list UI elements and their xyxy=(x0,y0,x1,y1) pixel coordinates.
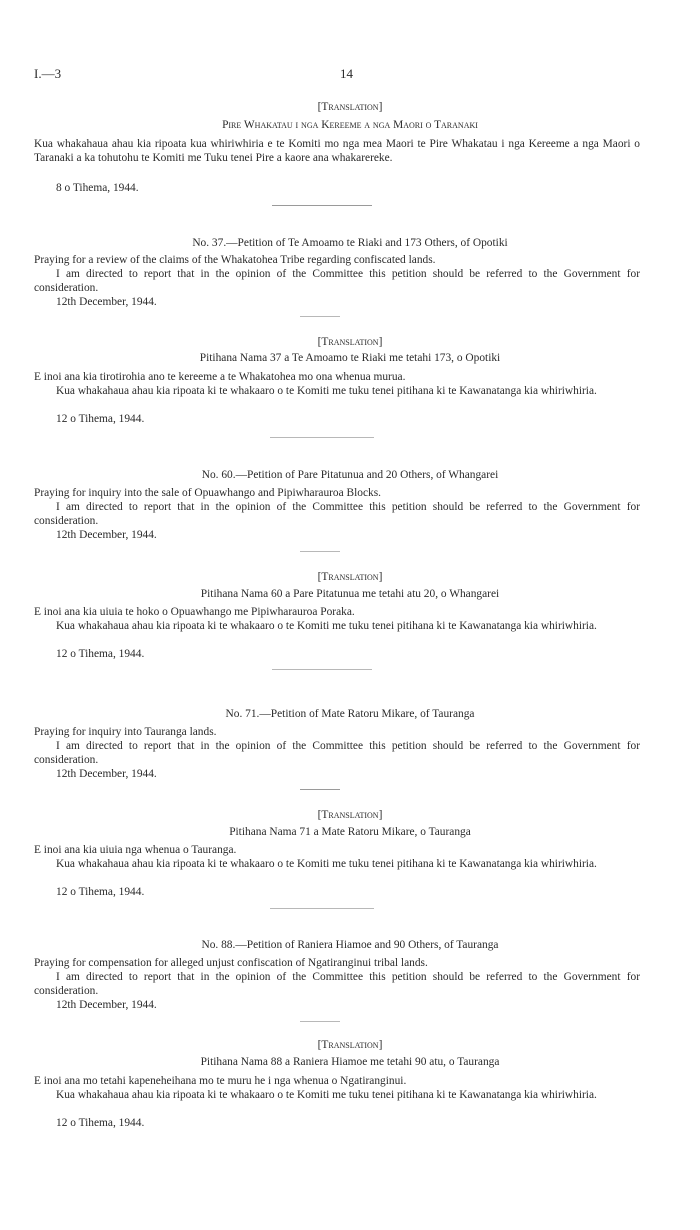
section-divider xyxy=(300,316,340,317)
petition-prayer: E inoi ana kia uiuia nga whenua o Tauranga. xyxy=(34,844,237,856)
petition-prayer: E inoi ana kia uiuia te hoko o Opuawhango me Pipiwharauroa Poraka. xyxy=(34,606,355,618)
translation-label: [Translation] xyxy=(317,101,383,113)
section-divider xyxy=(272,205,372,206)
section-heading: Pitihana Nama 88 a Raniera Hiamoe me tetahi 90 atu, o Tauranga xyxy=(200,1056,500,1068)
petition-prayer: E inoi ana mo tetahi kapeneheihana mo te muru he i nga whenua o Ngatiranginui. xyxy=(34,1075,407,1087)
section-heading: Pitihana Nama 60 a Pare Pitatunua me tetahi atu 20, o Whangarei xyxy=(200,588,500,600)
report-paragraph: Kua whakahaua ahau kia ripoata ki te whakaaro o te Komiti me tuku tenei pitihana ki te Kawanatanga kia whiriwhiria. xyxy=(56,620,597,632)
report-date: 12th December, 1944. xyxy=(56,768,157,780)
report-paragraph: I am directed to report that in the opinion of the Committee this petition should be referred to the Government for consideration. xyxy=(34,268,640,294)
translation-label: [Translation] xyxy=(317,809,383,821)
report-paragraph: Kua whakahaua ahau kia ripoata ki te whakaaro o te Komiti me tuku tenei pitihana ki te Kawanatanga kia whiriwhiria. xyxy=(56,1089,597,1101)
section-divider xyxy=(270,908,374,909)
report-date: 8 o Tihema, 1944. xyxy=(56,182,139,194)
report-date: 12 o Tihema, 1944. xyxy=(56,1117,145,1129)
report-date: 12th December, 1944. xyxy=(56,999,157,1011)
petition-prayer: Praying for compensation for alleged unjust confiscation of Ngatiranginui tribal lands. xyxy=(34,957,428,969)
petition-heading: No. 37.—Petition of Te Amoamo te Riaki and 173 Others, of Opotiki xyxy=(192,237,508,249)
page-number: 14 xyxy=(340,66,353,81)
petition-prayer: E inoi ana kia tirotirohia ano te kereeme a te Whakatohea mo ona whenua murua. xyxy=(34,371,406,383)
petition-prayer: Praying for a review of the claims of the Whakatohea Tribe regarding confiscated lands. xyxy=(34,254,436,266)
section-heading: Pitihana Nama 71 a Mate Ratoru Mikare, o Tauranga xyxy=(229,826,471,838)
translation-label: [Translation] xyxy=(317,571,383,583)
report-date: 12 o Tihema, 1944. xyxy=(56,413,145,425)
petition-heading: No. 60.—Petition of Pare Pitatunua and 20 Others, of Whangarei xyxy=(201,469,499,481)
section-divider xyxy=(272,669,372,670)
section-divider xyxy=(300,789,340,790)
report-paragraph: I am directed to report that in the opinion of the Committee this petition should be referred to the Government for consideration. xyxy=(34,740,640,766)
section-heading: Pire Whakatau i nga Kereeme a nga Maori o Taranaki xyxy=(222,119,478,131)
petition-prayer: Praying for inquiry into the sale of Opuawhango and Pipiwharauroa Blocks. xyxy=(34,487,382,499)
document-reference: I.—3 xyxy=(34,66,62,81)
petition-prayer: Praying for inquiry into Tauranga lands. xyxy=(34,726,217,738)
report-paragraph: Kua whakahaua ahau kia ripoata kua whiriwhiria e te Komiti mo nga mea Maori te Pire Whakatau i nga Kereeme a nga Maori o Taranaki a ka tohutohu te Komiti me Tuku tenei Pire a kaore ana whakarereke. xyxy=(34,138,640,164)
report-paragraph: Kua whakahaua ahau kia ripoata ki te whakaaro o te Komiti me tuku tenei pitihana ki te Kawanatanga kia whiriwhiria. xyxy=(56,858,597,870)
translation-label: [Translation] xyxy=(317,1039,383,1051)
report-date: 12 o Tihema, 1944. xyxy=(56,648,145,660)
petition-heading: No. 71.—Petition of Mate Ratoru Mikare, of Tauranga xyxy=(225,708,475,720)
report-date: 12th December, 1944. xyxy=(56,529,157,541)
report-date: 12 o Tihema, 1944. xyxy=(56,886,145,898)
section-divider xyxy=(300,1021,340,1022)
report-paragraph: I am directed to report that in the opinion of the Committee this petition should be referred to the Government for consideration. xyxy=(34,971,640,997)
petition-heading: No. 88.—Petition of Raniera Hiamoe and 90 Others, of Tauranga xyxy=(201,939,499,951)
section-heading: Pitihana Nama 37 a Te Amoamo te Riaki me tetahi 173, o Opotiki xyxy=(199,352,501,364)
section-divider xyxy=(300,551,340,552)
translation-label: [Translation] xyxy=(317,336,383,348)
report-paragraph: I am directed to report that in the opinion of the Committee this petition should be referred to the Government for consideration. xyxy=(34,501,640,527)
section-divider xyxy=(270,437,374,438)
report-paragraph: Kua whakahaua ahau kia ripoata ki te whakaaro o te Komiti me tuku tenei pitihana ki te Kawanatanga kia whiriwhiria. xyxy=(56,385,597,397)
report-date: 12th December, 1944. xyxy=(56,296,157,308)
